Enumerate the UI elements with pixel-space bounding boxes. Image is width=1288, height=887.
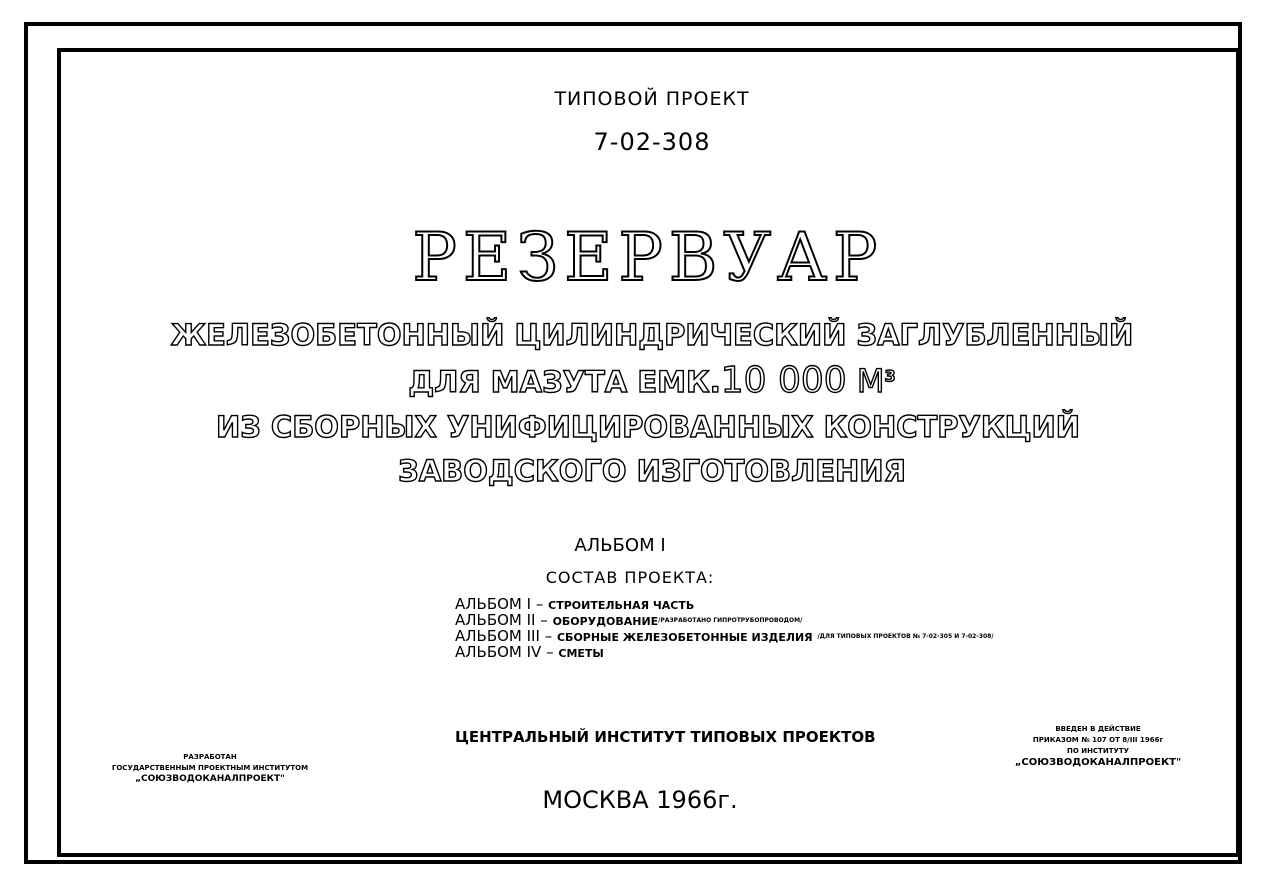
album-item-label: АЛЬБОМ II — [455, 611, 536, 629]
city-year: МОСКВА 1966г. — [542, 786, 738, 814]
album-item-label: АЛЬБОМ III — [455, 627, 540, 645]
inner-frame-right-edge — [1236, 48, 1240, 857]
album-item-text: СМЕТЫ — [558, 647, 604, 660]
subtitle-line-4: ЗАВОДСКОГО ИЗГОТОВЛЕНИЯ — [398, 454, 906, 488]
list-item — [455, 645, 994, 661]
approval-line-3: ПО ИНСТИТУТУ — [1066, 747, 1130, 755]
volume-unit-superscript: 3 — [884, 366, 896, 386]
album-item-label: АЛЬБОМ I — [455, 595, 532, 613]
main-title: РЕЗЕРВУАР — [412, 219, 884, 296]
dash: – — [540, 611, 548, 629]
dash: – — [544, 627, 553, 645]
approval-line-4: „СОЮЗВОДОКАНАЛПРОЕКТ" — [1014, 757, 1182, 768]
album-item-note: /РАЗРАБОТАНО ГИПРОТРУБОПРОВОДОМ/ — [658, 617, 803, 624]
subtitle-line-1: ЖЕЛЕЗОБЕТОННЫЙ ЦИЛИНДРИЧЕСКИЙ ЗАГЛУБЛЕННЫЙ — [170, 318, 1134, 352]
volume-unit: М — [856, 362, 885, 400]
dash: – — [546, 643, 554, 661]
album-item-label: АЛЬБОМ IV — [455, 643, 542, 661]
album-item-text: СТРОИТЕЛЬНАЯ ЧАСТЬ — [548, 599, 695, 612]
album-item-text: ОБОРУДОВАНИЕ — [552, 615, 659, 628]
project-type-label: ТИПОВОЙ ПРОЕКТ — [554, 88, 750, 110]
institute-name: ЦЕНТРАЛЬНЫЙ ИНСТИТУТ ТИПОВЫХ ПРОЕКТОВ — [455, 728, 876, 746]
album-item-text: СБОРНЫЕ ЖЕЛЕЗОБЕТОННЫЕ ИЗДЕЛИЯ — [556, 631, 813, 644]
composition-heading: СОСТАВ ПРОЕКТА: — [545, 568, 715, 587]
developer-line-1: РАЗРАБОТАН — [183, 753, 237, 761]
subtitle-line-3: ИЗ СБОРНЫХ УНИФИЦИРОВАННЫХ КОНСТРУКЦИЙ — [215, 410, 1081, 444]
developer-line-2: ГОСУДАРСТВЕННЫМ ПРОЕКТНЫМ ИНСТИТУТОМ — [111, 764, 309, 772]
volume-value: 10 000 — [720, 360, 847, 401]
approval-line-2: ПРИКАЗОМ № 107 ОТ 8/III 1966г — [1032, 736, 1164, 744]
approval-line-1: ВВЕДЕН В ДЕЙСТВИЕ — [1055, 725, 1141, 733]
dash: – — [535, 595, 544, 613]
subtitle-line-2-prefix: ДЛЯ МАЗУТА ЕМК. — [408, 365, 721, 399]
developer-block — [112, 752, 308, 785]
project-number: 7-02-308 — [593, 128, 711, 156]
album-item-note: /ДЛЯ ТИПОВЫХ ПРОЕКТОВ № 7-02-305 И 7-02-308/ — [817, 633, 994, 640]
developer-line-3: „СОЮЗВОДОКАНАЛПРОЕКТ" — [135, 774, 285, 784]
album-label: АЛЬБОМ I — [574, 535, 666, 556]
approval-block — [1015, 724, 1181, 768]
composition-list — [455, 597, 994, 661]
subtitle-line-2 — [408, 360, 895, 401]
